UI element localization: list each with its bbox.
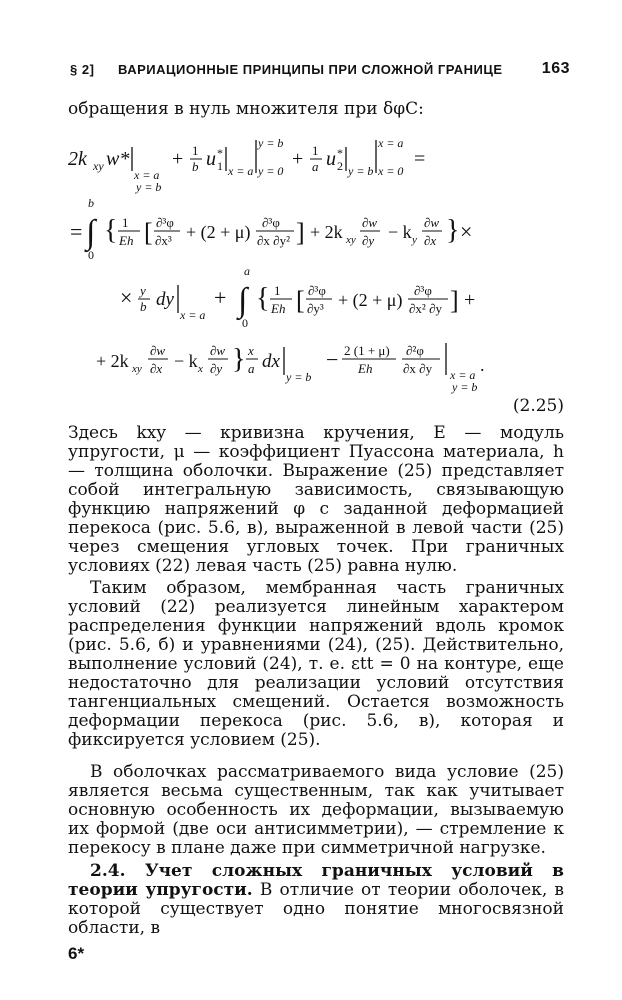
page-number: 163	[541, 60, 570, 77]
signature-mark: 6*	[68, 944, 85, 963]
svg-text:∫: ∫	[238, 282, 248, 319]
svg-text:+: +	[292, 148, 304, 170]
svg-text:u: u	[326, 148, 336, 170]
svg-text:+: +	[464, 289, 476, 311]
running-header	[70, 58, 570, 80]
svg-text:b: b	[88, 196, 94, 210]
svg-text:∂³φ: ∂³φ	[156, 215, 174, 230]
svg-text:∂²φ: ∂²φ	[406, 343, 424, 358]
svg-text:+: +	[172, 148, 184, 170]
svg-text:+ (2 + μ): + (2 + μ)	[338, 290, 403, 310]
svg-text:=: =	[70, 219, 83, 244]
svg-text:x: x	[198, 363, 203, 375]
svg-text:+ 2k: + 2k	[310, 222, 343, 242]
svg-text:×: ×	[120, 285, 133, 310]
svg-text:∂w: ∂w	[362, 215, 378, 230]
equation-graphic	[60, 135, 580, 420]
svg-text:y = b: y = b	[258, 136, 284, 150]
svg-text:xy: xy	[346, 234, 356, 246]
svg-text:{: {	[256, 283, 270, 314]
svg-text:1: 1	[312, 143, 319, 158]
svg-text:∂x ∂y²: ∂x ∂y²	[257, 233, 290, 248]
svg-text:]: ]	[296, 218, 305, 247]
paragraph-2: Таким образом, мембранная часть граничных условий (22) реализуется линейным характером распределения функции напряжений вдоль кромок (рис. 5.6, б) и уравнениями (24), (25). Действительно, выполнение условий (24), т. е. εtt = 0 на контуре, еще недостаточно для реализации условий отсутствия тангенциальных смещений. Остается возможность деформации перекоса (рис. 5.6, в), которая и фиксируется условием (25).	[68, 578, 564, 750]
equation-line-4	[96, 343, 485, 394]
svg-text:]: ]	[450, 286, 459, 315]
svg-text:∂x² ∂y: ∂x² ∂y	[409, 301, 442, 316]
svg-text:dy: dy	[156, 289, 174, 310]
svg-text:∫: ∫	[86, 214, 96, 251]
svg-text:xy: xy	[93, 159, 104, 173]
svg-text:y: y	[140, 283, 146, 298]
svg-text:b: b	[192, 159, 199, 174]
paragraph-1: Здесь kxy — кривизна кручения, E — модуль упругости, μ — коэффициент Пуассона материала, h — толщина оболочки. Выражение (25) представляет собой интегральную зависимость, связывающую функцию напряжений φ с заданной деформацией перекоса (рис. 5.6, в), выраженной в левой части (25) через смещения угловых точек. При граничных условиях (22) левая часть (25) равна нулю.	[68, 423, 564, 576]
svg-text:y = b: y = b	[348, 164, 374, 178]
svg-text:xy: xy	[132, 363, 142, 375]
svg-text:y = b: y = b	[136, 180, 162, 194]
equation-line-2	[70, 196, 472, 262]
svg-text:.: .	[480, 355, 485, 375]
equation-line-1	[68, 136, 425, 194]
section-number: § 2]	[70, 62, 95, 77]
running-title: ВАРИАЦИОННЫЕ ПРИНЦИПЫ ПРИ СЛОЖНОЙ ГРАНИЦЕ	[118, 62, 503, 77]
svg-text:a: a	[312, 159, 319, 174]
svg-text:− k: − k	[174, 351, 198, 371]
svg-text:2k: 2k	[68, 148, 87, 170]
svg-text:y = b: y = b	[286, 370, 312, 384]
svg-text:x = a: x = a	[180, 308, 206, 322]
svg-text:1: 1	[192, 143, 199, 158]
svg-text:Eh: Eh	[271, 301, 286, 316]
svg-text:∂w: ∂w	[210, 343, 226, 358]
svg-text:∂x: ∂x	[150, 361, 163, 376]
svg-text:×: ×	[460, 219, 473, 244]
paragraph-3: В оболочках рассматриваемого вида условие (25) является весьма существенным, так как учитывает основную особенность их деформации, вызываемую их формой (две оси антисимметрии), — стремление к перекосу в плане даже при симметричной нагрузке.	[68, 762, 564, 858]
svg-text:[: [	[296, 286, 305, 315]
paragraph-4-text: В отличие от теории оболочек, в которой существует одно понятие многосвязной области, в	[68, 880, 564, 938]
svg-text:0: 0	[242, 316, 248, 330]
svg-text:{: {	[104, 215, 118, 246]
svg-text:1: 1	[274, 283, 281, 298]
svg-text:∂³φ: ∂³φ	[414, 283, 432, 298]
svg-text:∂w: ∂w	[150, 343, 166, 358]
svg-text:x: x	[248, 343, 254, 358]
svg-text:a: a	[248, 361, 255, 376]
svg-text:}: }	[232, 344, 246, 375]
svg-text:2 (1 + μ): 2 (1 + μ)	[344, 343, 390, 358]
svg-text:∂y: ∂y	[362, 233, 375, 248]
svg-text:0: 0	[88, 248, 94, 262]
equation-number: (2.25)	[512, 396, 564, 416]
equation-2-25	[60, 135, 580, 420]
svg-text:Eh: Eh	[119, 233, 134, 248]
equation-line-3	[120, 264, 475, 330]
svg-text:∂w: ∂w	[424, 215, 440, 230]
svg-text:∂y³: ∂y³	[307, 301, 324, 316]
svg-text:=: =	[414, 148, 426, 170]
svg-text:2: 2	[337, 159, 343, 173]
svg-text:+ (2 + μ): + (2 + μ)	[186, 222, 251, 242]
svg-text:[: [	[144, 218, 153, 247]
svg-text:+ 2k: + 2k	[96, 351, 129, 371]
svg-text:∂x ∂y: ∂x ∂y	[403, 361, 433, 376]
svg-text:∂x: ∂x	[424, 233, 437, 248]
lead-in-text	[68, 100, 564, 119]
svg-text:dx: dx	[262, 351, 280, 372]
svg-text:1: 1	[217, 159, 223, 173]
svg-text:x = a: x = a	[450, 368, 476, 382]
svg-text:1: 1	[122, 215, 129, 230]
lead-in-line: обращения в нуль множителя при δφC:	[68, 99, 424, 119]
svg-text:y = 0: y = 0	[258, 164, 284, 178]
svg-text:w*: w*	[106, 148, 130, 170]
svg-text:∂y: ∂y	[210, 361, 223, 376]
svg-text:x = 0: x = 0	[378, 164, 404, 178]
svg-text:+: +	[214, 285, 227, 310]
svg-text:−: −	[326, 347, 339, 372]
svg-text:− k: − k	[388, 222, 412, 242]
svg-text:y = b: y = b	[452, 380, 478, 394]
paragraph-4	[68, 862, 564, 938]
section-heading-2-4: 2.4. Учет сложных граничных условий в теории упругости.	[68, 861, 564, 900]
svg-text:x = a: x = a	[134, 168, 160, 182]
svg-text:x = a: x = a	[378, 136, 404, 150]
svg-text:∂³φ: ∂³φ	[308, 283, 326, 298]
svg-text:a: a	[244, 264, 250, 278]
svg-text:∂x³: ∂x³	[155, 233, 172, 248]
svg-text:}: }	[446, 215, 460, 246]
svg-text:Eh: Eh	[358, 361, 373, 376]
svg-text:u: u	[206, 148, 216, 170]
svg-text:*: *	[337, 146, 343, 160]
svg-text:b: b	[140, 299, 147, 314]
svg-text:x = a: x = a	[228, 164, 254, 178]
svg-text:y: y	[412, 234, 417, 246]
svg-text:*: *	[217, 146, 223, 160]
svg-text:∂³φ: ∂³φ	[262, 215, 280, 230]
